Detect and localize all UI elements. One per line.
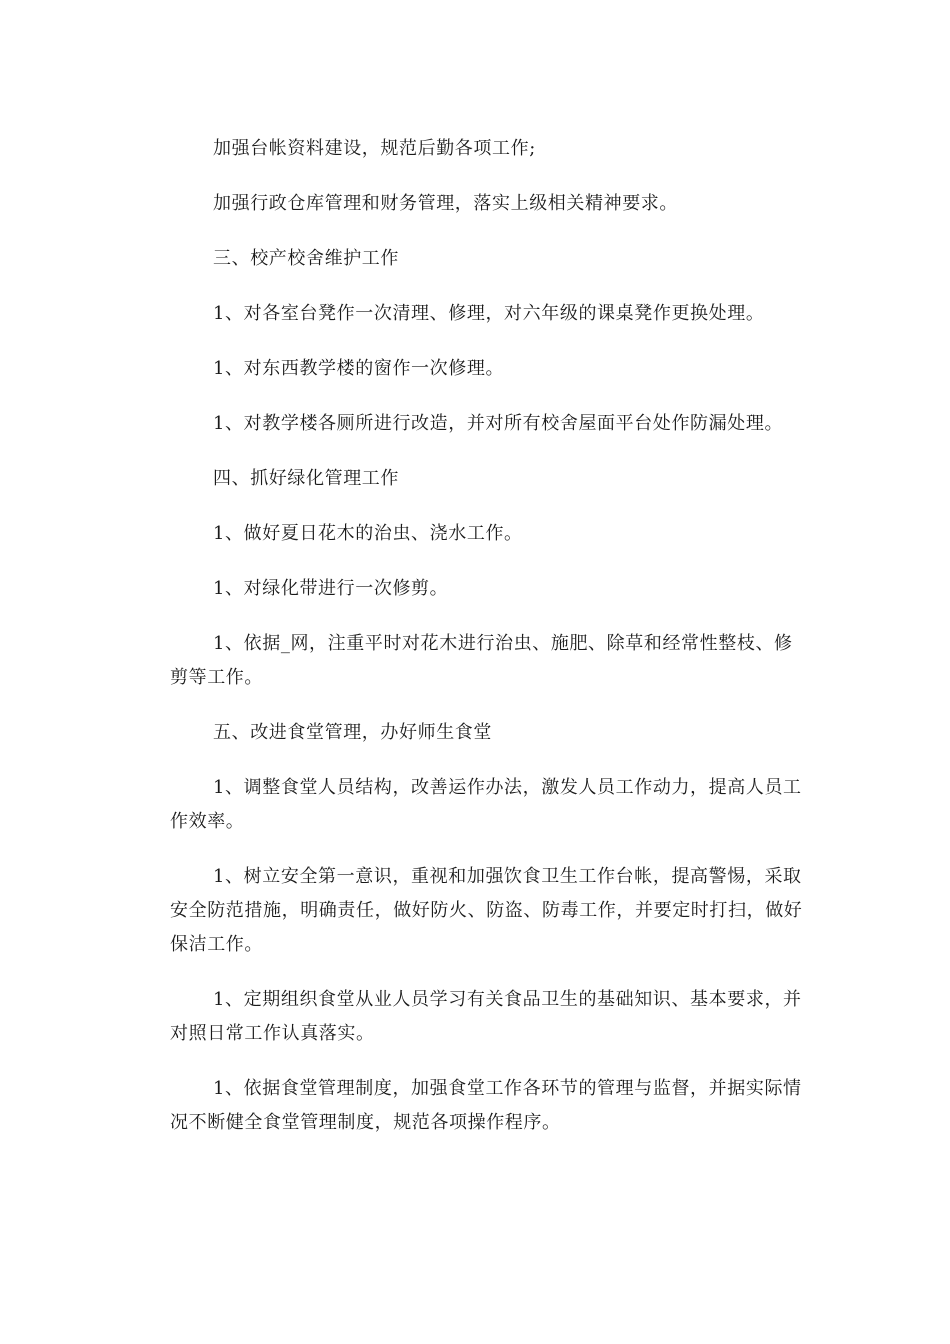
section-heading-canteen: 五、改进食堂管理，办好师生食堂 <box>213 722 492 743</box>
paragraph-training: 1、定期组织食堂从业人员学习有关食品卫生的基础知识、基本要求，并对照日常工作认真落实。 <box>170 989 802 1044</box>
paragraph-windows: 1、对东西教学楼的窗作一次修理。 <box>213 358 505 379</box>
paragraph-desks: 1、对各室台凳作一次清理、修理，对六年级的课桌凳作更换处理。 <box>213 303 765 324</box>
paragraph-warehouse-finance: 加强行政仓库管理和财务管理，落实上级相关精神要求。 <box>213 193 678 214</box>
paragraph-trimming: 1、对绿化带进行一次修剪。 <box>213 578 449 599</box>
paragraph-routine-care: 1、依据_网，注重平时对花木进行治虫、施肥、除草和经常性整枝、修剪等工作。 <box>170 633 793 688</box>
section-heading-maintenance: 三、校产校舍维护工作 <box>213 248 399 269</box>
document-body <box>170 132 810 1161</box>
paragraph-toilets: 1、对教学楼各厕所进行改造，并对所有校舍屋面平台处作防漏处理。 <box>213 413 784 434</box>
paragraph-ledger: 加强台帐资料建设，规范后勤各项工作; <box>213 138 536 159</box>
paragraph-staff-structure: 1、调整食堂人员结构，改善运作办法，激发人员工作动力，提高人员工作效率。 <box>170 777 802 832</box>
paragraph-regulations: 1、依据食堂管理制度，加强食堂工作各环节的管理与监督，并据实际情况不断健全食堂管理制度，规范各项操作程序。 <box>170 1078 802 1133</box>
section-heading-greening: 四、抓好绿化管理工作 <box>213 468 399 489</box>
paragraph-pest-watering: 1、做好夏日花木的治虫、浇水工作。 <box>213 523 523 544</box>
paragraph-safety: 1、树立安全第一意识，重视和加强饮食卫生工作台帐，提高警惕，采取安全防范措施，明确责任，做好防火、防盗、防毒工作，并要定时打扫，做好保洁工作。 <box>170 866 803 955</box>
